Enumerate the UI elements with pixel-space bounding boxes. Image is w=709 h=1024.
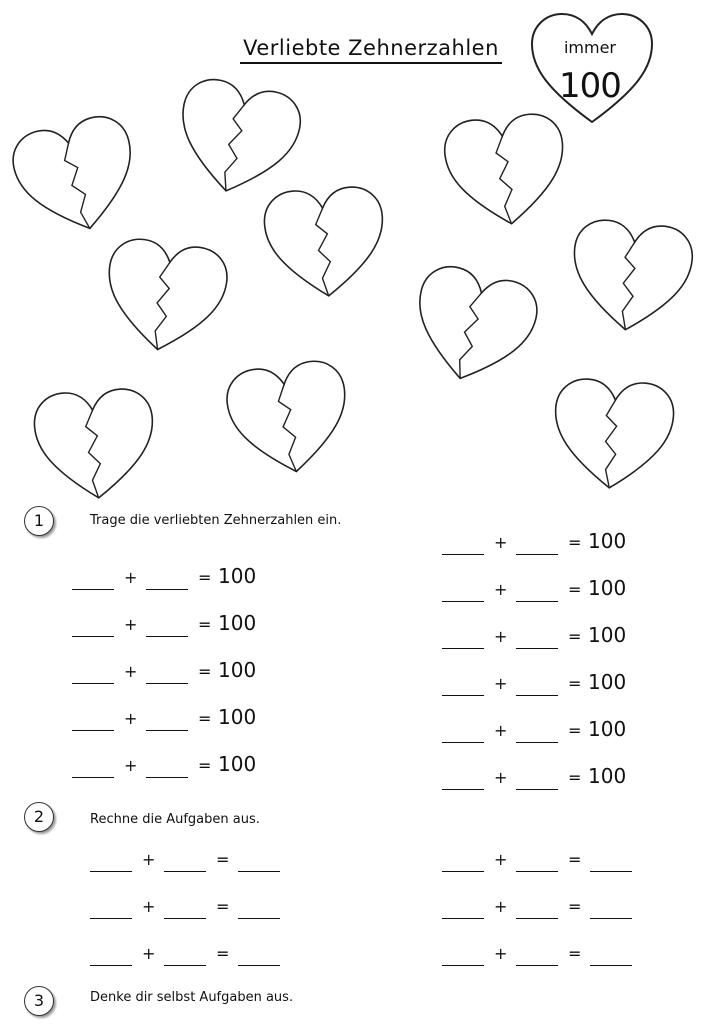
plus-sign: + [494,944,508,963]
addend-blank[interactable] [516,648,558,649]
addend-blank[interactable] [90,965,132,966]
equals-sign: = [198,756,212,775]
equals-sign: = [568,580,582,599]
equation-row [72,566,272,594]
result-blank[interactable] [590,871,632,872]
plus-sign: + [494,850,508,869]
addend-blank[interactable] [146,777,188,778]
plus-sign: + [124,615,138,634]
equation-row [72,613,272,641]
addend-blank[interactable] [516,789,558,790]
equals-sign: = [568,627,582,646]
equals-sign: = [568,944,582,963]
plus-sign: + [142,944,156,963]
equals-sign: = [198,662,212,681]
addend-blank[interactable] [516,554,558,555]
addend-blank[interactable] [72,777,114,778]
addend-blank[interactable] [72,730,114,731]
equation-row [72,660,272,688]
plus-sign: + [494,533,508,552]
addend-blank[interactable] [442,918,484,919]
addend-blank[interactable] [72,589,114,590]
result-value: 100 [218,658,257,682]
addend-blank[interactable] [442,965,484,966]
broken-heart-icon [437,106,575,237]
equals-sign: = [216,944,230,963]
plus-sign: + [124,756,138,775]
broken-heart-icon [562,212,700,343]
addend-blank[interactable] [442,554,484,555]
addend-blank[interactable] [442,695,484,696]
addend-blank[interactable] [442,742,484,743]
result-value: 100 [588,717,627,741]
result-blank[interactable] [238,871,280,872]
equals-sign: = [568,850,582,869]
broken-heart-icon [258,180,392,307]
equation-row [72,707,272,735]
broken-heart-icon [28,382,162,509]
addend-blank[interactable] [442,648,484,649]
badge-number: 100 [559,66,621,106]
equals-sign: = [216,850,230,869]
equation-row [90,895,290,923]
plus-sign: + [494,721,508,740]
broken-heart-icon [2,105,153,250]
result-blank[interactable] [238,965,280,966]
result-value: 100 [218,752,257,776]
broken-heart-icon [546,372,680,499]
equation-row [442,625,642,653]
equals-sign: = [216,897,230,916]
equation-row [442,531,642,559]
plus-sign: + [124,662,138,681]
equals-sign: = [568,768,582,787]
addend-blank[interactable] [146,589,188,590]
addend-blank[interactable] [516,601,558,602]
task-instruction-1: Trage die verliebten Zehnerzahlen ein. [90,513,342,528]
equation-row [72,754,272,782]
equals-sign: = [198,568,212,587]
equation-row [442,719,642,747]
result-blank[interactable] [590,965,632,966]
addend-blank[interactable] [146,683,188,684]
equation-row [442,895,642,923]
plus-sign: + [494,897,508,916]
result-value: 100 [218,564,257,588]
equation-row [442,766,642,794]
result-value: 100 [588,529,627,553]
plus-sign: + [142,897,156,916]
page-title: Verliebte Zehnerzahlen [240,36,502,64]
result-value: 100 [588,576,627,600]
addend-blank[interactable] [146,636,188,637]
addend-blank[interactable] [516,695,558,696]
addend-blank[interactable] [164,965,206,966]
equation-row [442,672,642,700]
addend-blank[interactable] [164,871,206,872]
equals-sign: = [198,709,212,728]
addend-blank[interactable] [516,918,558,919]
addend-blank[interactable] [442,871,484,872]
equation-row [90,942,290,970]
addend-blank[interactable] [72,683,114,684]
addend-blank[interactable] [516,871,558,872]
result-value: 100 [218,705,257,729]
equals-sign: = [568,721,582,740]
equation-row [442,848,642,876]
plus-sign: + [142,850,156,869]
plus-sign: + [494,674,508,693]
addend-blank[interactable] [90,918,132,919]
task-instruction-3: Denke dir selbst Aufgaben aus. [90,990,294,1005]
broken-heart-icon [94,230,235,364]
addend-blank[interactable] [164,918,206,919]
equation-row [90,848,290,876]
plus-sign: + [494,627,508,646]
addend-blank[interactable] [72,636,114,637]
task-number-1: 1 [24,506,54,536]
result-value: 100 [588,670,627,694]
task-number-2: 2 [24,802,54,832]
addend-blank[interactable] [516,742,558,743]
addend-blank[interactable] [90,871,132,872]
broken-heart-icon [218,352,359,486]
equals-sign: = [568,533,582,552]
plus-sign: + [494,580,508,599]
plus-sign: + [494,768,508,787]
equation-row [442,942,642,970]
plus-sign: + [124,568,138,587]
plus-sign: + [124,709,138,728]
addend-blank[interactable] [442,789,484,790]
result-value: 100 [588,623,627,647]
addend-blank[interactable] [146,730,188,731]
badge-word: immer [563,38,617,57]
broken-heart-icon [398,255,549,400]
equals-sign: = [568,897,582,916]
task-number-3: 3 [24,986,54,1016]
task-instruction-2: Rechne die Aufgaben aus. [90,812,260,827]
equals-sign: = [568,674,582,693]
equation-row [442,578,642,606]
result-value: 100 [218,611,257,635]
result-value: 100 [588,764,627,788]
result-blank[interactable] [238,918,280,919]
addend-blank[interactable] [516,965,558,966]
addend-blank[interactable] [442,601,484,602]
equals-sign: = [198,615,212,634]
result-blank[interactable] [590,918,632,919]
